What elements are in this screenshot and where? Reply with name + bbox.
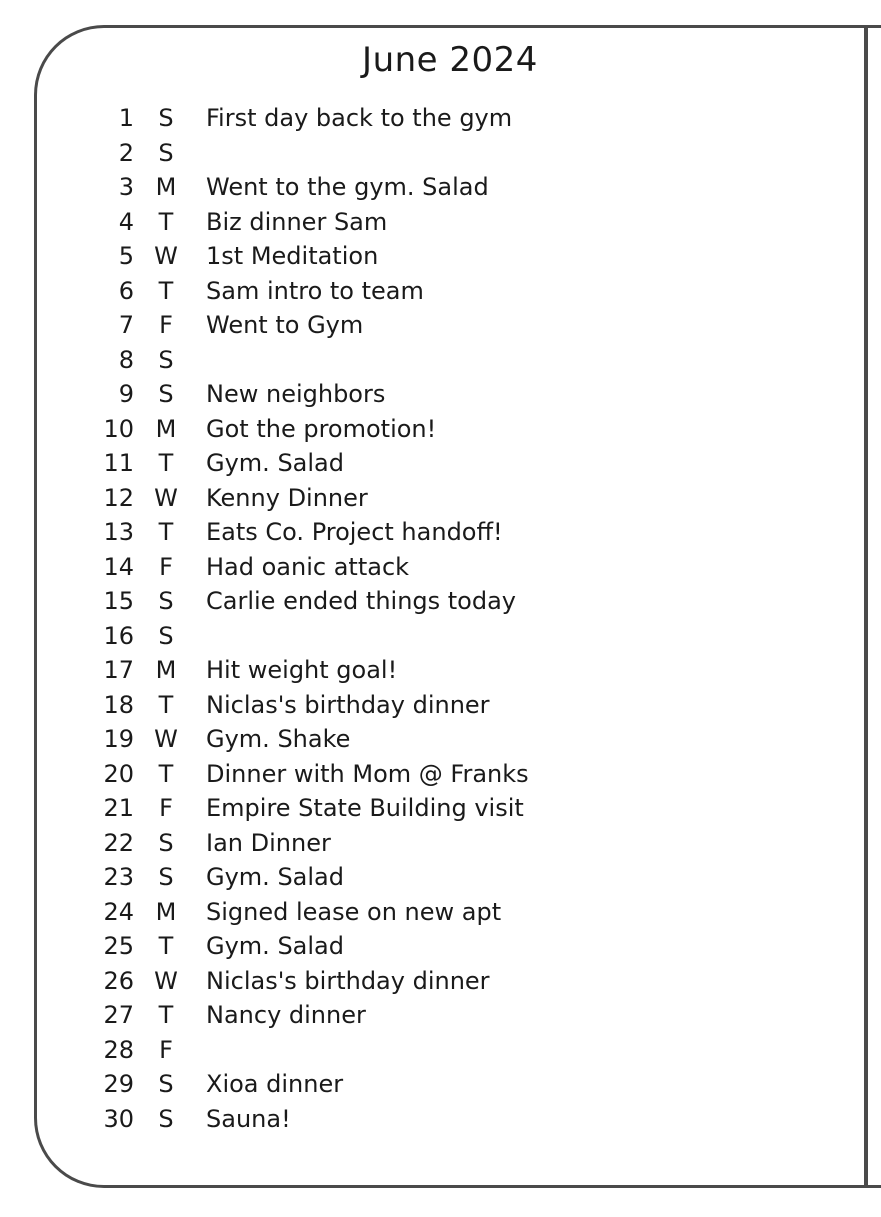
day-row	[100, 308, 529, 343]
day-note: Got the promotion!	[206, 414, 437, 443]
day-note: Dinner with Mom @ Franks	[206, 759, 529, 788]
day-row	[100, 515, 529, 550]
day-note: Signed lease on new apt	[206, 897, 502, 926]
day-note: Gym. Salad	[206, 449, 344, 477]
day-row	[100, 929, 529, 964]
day-row	[100, 826, 529, 861]
day-number: 25	[103, 932, 134, 960]
day-note: Gym. Shake	[206, 725, 351, 753]
day-row	[100, 412, 529, 447]
day-row	[100, 688, 529, 723]
day-of-week: S	[158, 621, 174, 650]
day-note: Hit weight goal!	[206, 656, 398, 684]
day-of-week: S	[158, 1070, 174, 1098]
day-note: Ian Dinner	[206, 828, 331, 857]
day-of-week: T	[158, 759, 174, 788]
day-number: 3	[118, 173, 134, 201]
day-row	[100, 964, 529, 999]
day-number: 5	[118, 242, 134, 270]
day-of-week: M	[155, 897, 177, 926]
day-row	[100, 1067, 529, 1102]
day-of-week: W	[154, 483, 178, 512]
day-note: Went to the gym. Salad	[206, 173, 489, 201]
day-number: 10	[103, 414, 134, 443]
day-row	[100, 1102, 529, 1137]
day-of-week: F	[159, 311, 173, 339]
day-row	[100, 791, 529, 826]
day-row	[100, 653, 529, 688]
day-row	[100, 998, 529, 1033]
day-number: 7	[118, 311, 134, 339]
day-note: Gym. Salad	[206, 863, 344, 891]
day-row	[100, 136, 529, 171]
day-list	[100, 101, 529, 1136]
day-of-week: S	[158, 863, 174, 891]
day-row	[100, 757, 529, 792]
day-number: 24	[103, 897, 134, 926]
day-of-week: M	[155, 414, 177, 443]
day-row	[100, 170, 529, 205]
day-number: 2	[118, 138, 134, 167]
month-title: June 2024	[362, 40, 538, 80]
day-number: 9	[118, 380, 134, 408]
day-number: 8	[118, 345, 134, 374]
day-number: 23	[103, 863, 134, 891]
day-number: 11	[103, 449, 134, 477]
day-note: Nancy dinner	[206, 1001, 366, 1029]
day-number: 28	[103, 1035, 134, 1064]
day-row	[100, 446, 529, 481]
day-number: 30	[103, 1104, 134, 1133]
day-note: Gym. Salad	[206, 932, 344, 960]
day-number: 13	[103, 518, 134, 546]
day-of-week: M	[155, 173, 177, 201]
day-number: 1	[118, 104, 134, 132]
day-note: Sam intro to team	[206, 276, 424, 305]
day-row	[100, 239, 529, 274]
day-note: Empire State Building visit	[206, 794, 524, 822]
day-number: 21	[103, 794, 134, 822]
day-note: Sauna!	[206, 1104, 291, 1133]
day-of-week: S	[158, 138, 174, 167]
day-number: 27	[103, 1001, 134, 1029]
day-of-week: W	[154, 725, 178, 753]
day-note: New neighbors	[206, 380, 386, 408]
day-note: Biz dinner Sam	[206, 207, 388, 236]
day-note: Went to Gym	[206, 311, 364, 339]
day-row	[100, 101, 529, 136]
day-row	[100, 377, 529, 412]
day-of-week: S	[158, 380, 174, 408]
day-of-week: T	[158, 690, 174, 719]
day-of-week: T	[158, 276, 174, 305]
day-row	[100, 274, 529, 309]
day-row	[100, 481, 529, 516]
day-number: 19	[103, 725, 134, 753]
day-number: 20	[103, 759, 134, 788]
day-of-week: M	[155, 656, 177, 684]
day-number: 22	[103, 828, 134, 857]
day-note: Kenny Dinner	[206, 483, 368, 512]
day-of-week: T	[158, 207, 174, 236]
day-note: Carlie ended things today	[206, 587, 517, 615]
day-note: First day back to the gym	[206, 104, 513, 132]
day-of-week: S	[158, 345, 174, 374]
day-of-week: S	[158, 1104, 174, 1133]
day-row	[100, 343, 529, 378]
day-note: Niclas's birthday dinner	[206, 966, 490, 995]
day-number: 12	[103, 483, 134, 512]
day-row	[100, 895, 529, 930]
day-of-week: W	[154, 966, 178, 995]
day-number: 17	[103, 656, 134, 684]
page-divider	[864, 25, 868, 1188]
day-number: 4	[118, 207, 134, 236]
day-of-week: F	[159, 1035, 173, 1064]
day-of-week: F	[159, 552, 173, 581]
day-of-week: S	[158, 587, 174, 615]
day-of-week: W	[154, 242, 178, 270]
day-note: Xioa dinner	[206, 1070, 344, 1098]
day-number: 6	[118, 276, 134, 305]
day-row	[100, 619, 529, 654]
day-row	[100, 550, 529, 585]
day-row	[100, 860, 529, 895]
day-note: Niclas's birthday dinner	[206, 690, 490, 719]
day-number: 26	[103, 966, 134, 995]
day-of-week: S	[158, 828, 174, 857]
day-of-week: T	[158, 518, 174, 546]
day-of-week: S	[158, 104, 174, 132]
day-of-week: F	[159, 794, 173, 822]
day-number: 16	[103, 621, 134, 650]
day-note: Eats Co. Project handoff!	[206, 518, 503, 546]
day-of-week: T	[158, 932, 174, 960]
day-row	[100, 1033, 529, 1068]
day-of-week: T	[158, 1001, 174, 1029]
day-row	[100, 584, 529, 619]
day-number: 18	[103, 690, 134, 719]
day-of-week: T	[158, 449, 174, 477]
day-row	[100, 722, 529, 757]
day-note: Had oanic attack	[206, 552, 410, 581]
day-note: 1st Meditation	[206, 242, 379, 270]
day-number: 14	[103, 552, 134, 581]
day-row	[100, 205, 529, 240]
day-number: 15	[103, 587, 134, 615]
day-number: 29	[103, 1070, 134, 1098]
